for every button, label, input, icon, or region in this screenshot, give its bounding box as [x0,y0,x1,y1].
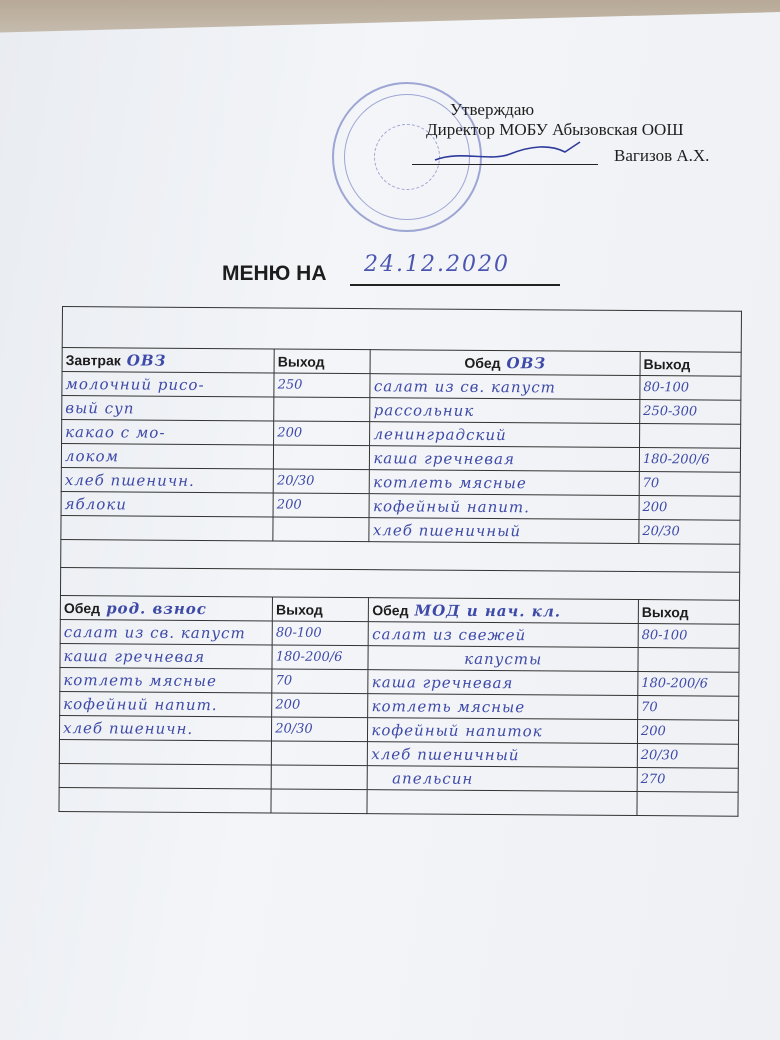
cell: хлеб пшеничн. [61,467,273,492]
cell: котлеть мясные [60,667,272,692]
signature-scribble [430,140,600,166]
cell: 180-200/6 [638,672,739,697]
cell [274,445,370,470]
cell: какао с мо- [62,420,274,445]
cell [61,515,273,540]
cell [59,763,271,788]
cell: котлеть мясные [370,470,640,496]
cell: 180-200/6 [639,448,740,473]
cell: салат из св. капуст [370,374,640,400]
cell: кофейный напиток [368,718,638,744]
breakfast-header: Завтрак ОВЗ [62,348,274,373]
cell: 20/30 [639,520,740,545]
cell: салат из свежей [369,622,639,648]
cell [271,765,367,790]
cell [367,790,637,816]
cell [274,397,370,422]
cell: 200 [272,693,368,718]
cell: 200 [639,496,740,521]
lunch-paid-output-header: Выход [273,597,369,622]
cell: 250 [274,373,370,398]
cell [59,739,271,764]
cell: хлеб пшеничный [369,518,639,544]
cell: 20/30 [272,717,368,742]
cell: 80-100 [272,621,368,646]
cell [271,789,367,814]
table-row [59,787,738,816]
cell [272,741,368,766]
cell: яблоки [61,491,273,516]
cell [639,424,740,449]
breakfast-output-header: Выход [274,349,370,374]
cell: молочний рисо- [62,372,274,397]
lunch-output-header: Выход [640,352,741,377]
cell: 80-100 [638,624,739,649]
cell: 80-100 [640,376,741,401]
cell: 250-300 [640,400,741,425]
cell: вый суп [62,396,274,421]
cell [273,517,369,542]
cell: 20/30 [637,744,738,769]
cell: салат из св. капуст [60,619,272,644]
cell: 200 [274,421,370,446]
cell: каша гречневая [370,446,640,472]
approval-line-3: Вагизов А.Х. [614,146,710,165]
cell: 270 [637,768,738,793]
cell: 70 [638,696,739,721]
cell: хлеб пшеничный [368,742,638,768]
approval-line-1: Утверждаю [450,100,535,119]
cell: 200 [637,720,738,745]
cell: каша гречневая [60,643,272,668]
cell: 180-200/6 [272,645,368,670]
cell [637,792,738,817]
menu-title: МЕНЮ НА [222,262,327,285]
cell: 20/30 [273,469,369,494]
cell: ленинградский [370,422,640,448]
cell: 200 [273,493,369,518]
menu-date: 24.12.2020 [350,252,560,286]
cell: кофейний напит. [60,691,272,716]
menu-table [62,306,742,812]
cell: котлеть мясные [368,694,638,720]
cell: хлеб пшеничн. [59,715,271,740]
lunch-paid-header: Обед род. взнос [60,595,272,620]
cell [59,787,271,812]
top-empty-row [62,307,741,353]
cell: локом [61,444,273,469]
cell: каша гречневая [368,670,638,696]
cell: апельсин [368,766,638,792]
cell: капусты [368,646,638,672]
cell: кофейный напит. [369,494,639,520]
lunch-primary-header: Обед МОД и нач. кл. [369,598,639,624]
cell [638,648,739,673]
lunch-primary-output-header: Выход [638,600,739,625]
approval-line-2: Директор МОБУ Абызовская ООШ [426,120,684,139]
cell: 70 [272,669,368,694]
cell: рассольник [370,398,640,424]
lunch-header: Обед ОВЗ [370,350,640,376]
cell: 70 [639,472,740,497]
